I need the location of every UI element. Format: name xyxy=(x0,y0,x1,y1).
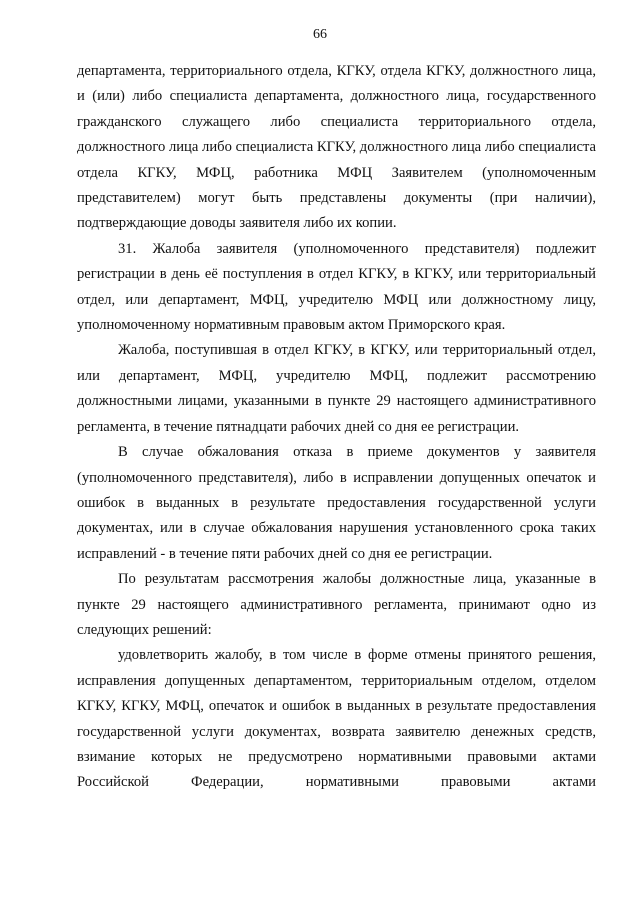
paragraph-5: По результатам рассмотрения жалобы должностные лица, указанные в пункте 29 настоящего административного регламента, принимают одно из следующих решений: xyxy=(77,571,596,638)
paragraph-3: Жалоба, поступившая в отдел КГКУ, в КГКУ, или территориальный отдел, или департамент, МФЦ, учредителю МФЦ, подлежит рассмотрению должностными лицами, указанными в пункте 29 настоящего административного регламента, в течение пятнадцати рабочих дней со дня ее регистрации. xyxy=(77,342,596,435)
document-body xyxy=(77,59,596,796)
paragraph-2: 31. Жалоба заявителя (уполномоченного представителя) подлежит регистрации в день её поступления в отдел КГКУ, в КГКУ, или территориальный отдел, или департамент, МФЦ, учредителю МФЦ или должностному лицу, уполномоченному нормативным правовым актом Приморского края. xyxy=(77,240,596,334)
paragraph-1: департамента, территориального отдела, КГКУ, отдела КГКУ, должностного лица, и (или) либо специалиста департамента, должностного лица, государственного гражданского служащего либо специалиста территориального отдела, должностного лица либо специалиста КГКУ, должностного лица либо специалиста отдела КГКУ, МФЦ, работника МФЦ Заявителем (уполномоченным представителем) могут быть представлены документы (при наличии), подтверждающие доводы заявителя либо их копии. xyxy=(77,63,596,232)
paragraph-4: В случае обжалования отказа в приеме документов у заявителя (уполномоченного представителя), либо в исправлении допущенных опечаток и ошибок в выданных в результате предоставления государственной услуги документах, или в случае обжалования нарушения установленного срока таких исправлений - в течение пяти рабочих дней со дня ее регистрации. xyxy=(77,444,596,562)
paragraph-6: удовлетворить жалобу, в том числе в форме отмены принятого решения, исправления допущенных департаментом, территориальным отделом, отделом КГКУ, КГКУ, МФЦ, опечаток и ошибок в выданных в результате предоставления государственной услуги документах, возврата заявителю денежных средств, взимание которых не предусмотрено нормативными правовыми актами Российской Федерации, нормативными правовыми актами xyxy=(77,647,596,791)
page-number: 66 xyxy=(313,27,327,42)
